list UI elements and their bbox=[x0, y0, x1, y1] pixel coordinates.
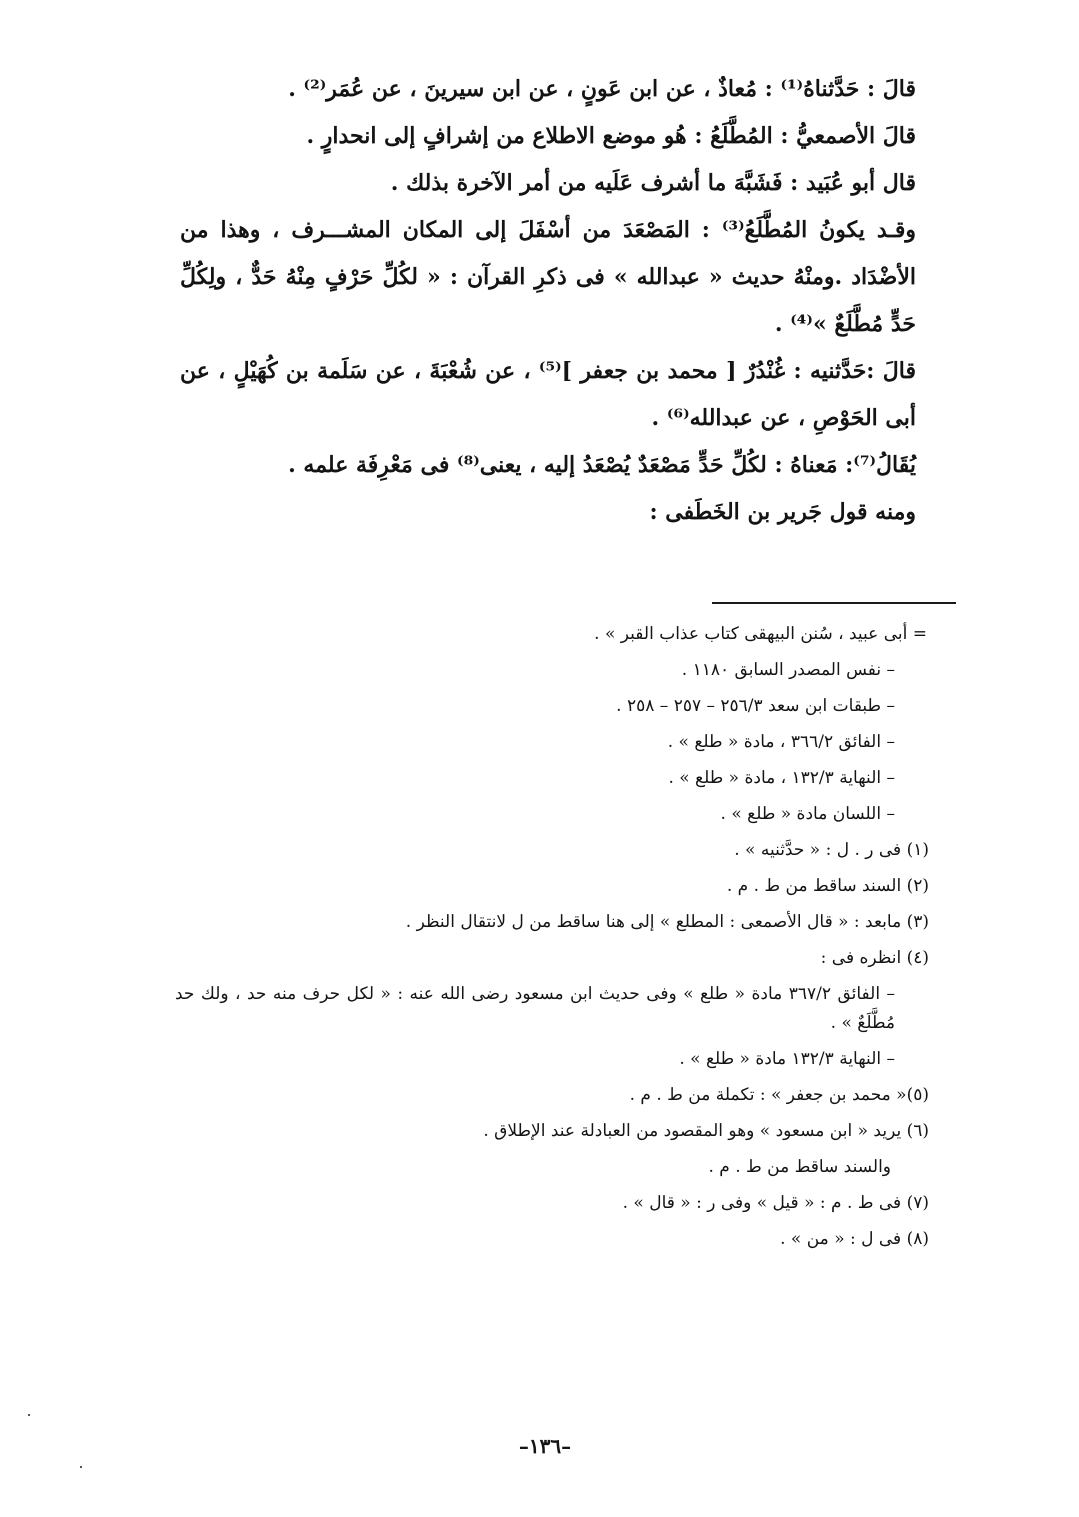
main-paragraph: قالَ :حَدَّثنيه : غُنْدُرٌ [ محمد بن جعفر ]⁽⁵⁾ ، عن شُعْبَةَ ، عن سَلَمة بن كُهَيْلٍ ، عن أبى الحَوْصِ ، عن عبدالله⁽⁶⁾ . bbox=[180, 358, 916, 431]
main-line: قالَ الأصمعيُّ : المُطَّلَعُ : هُو موضع الاطلاع من إشرافٍ إلى انحدارٍ . bbox=[306, 123, 916, 149]
footnote-line: (٢) السند ساقط من ط . م . bbox=[726, 876, 929, 896]
scan-speck bbox=[28, 1414, 30, 1416]
footnote-line: (٧) فى ط . م : « قيل » وفى ر : « قال » . bbox=[622, 1193, 929, 1213]
footnotes bbox=[175, 620, 951, 1261]
footnote-line: – نفس المصدر السابق ١١٨٠ . bbox=[681, 660, 895, 680]
footnote-line: (٦) يريد « ابن مسعود » وهو المقصود من العبادلة عند الإطلاق . bbox=[483, 1121, 929, 1141]
footnote-line: – اللسان مادة « طلع » . bbox=[720, 804, 895, 824]
footnote-line: – الفائق ٣٦٧/٢ مادة « طلع » وفى حديث ابن مسعود رضى الله عنه : « لكل حرف منه حد ، ولك حد مُطَّلَعٌ » . bbox=[175, 984, 895, 1033]
main-line: ومنه قول جَرير بن الخَطَفى : bbox=[649, 499, 916, 525]
footnote-line: (١) فى ر . ل : « حدَّثنيه » . bbox=[734, 840, 929, 860]
footnote-line: – طبقات ابن سعد ٢٥٦/٣ – ٢٥٧ – ٢٥٨ . bbox=[616, 696, 895, 716]
footnote-line: – النهاية ١٣٢/٣ مادة « طلع » . bbox=[679, 1049, 895, 1069]
footnote-separator bbox=[712, 602, 956, 604]
footnote-line: (٤) انظره فى : bbox=[820, 948, 929, 968]
page-number: –١٣٦– bbox=[518, 1434, 572, 1458]
footnote-line: (٥)« محمد بن جعفر » : تكملة من ط . م . bbox=[629, 1085, 929, 1105]
footnote-line: – النهاية ١٣٢/٣ ، مادة « طلع » . bbox=[668, 768, 895, 788]
footnote-line: (٣) مابعد : « قال الأصمعى : المطلع » إلى هنا ساقط من ل لانتقال النظر . bbox=[405, 912, 929, 932]
footnote-line: – الفائق ٣٦٦/٢ ، مادة « طلع » . bbox=[667, 732, 895, 752]
main-line: يُقَالُ⁽⁷⁾: مَعناهُ : لكُلِّ حَدٍّ مَصْعَدٌ يُصْعَدُ إليه ، يعنى⁽⁸⁾ فى مَعْرِفَة علمه . bbox=[288, 452, 916, 478]
footnote-line: (٨) فى ل : « من » . bbox=[780, 1229, 929, 1249]
main-text bbox=[180, 66, 954, 536]
footnote-line: = أبى عبيد ، سُنن البيهقى كتاب عذاب القبر » . bbox=[594, 624, 927, 644]
scan-speck bbox=[80, 1466, 82, 1468]
main-line: قال أبو عُبَيد : فَشَبَّهَ ما أشرف عَلَيه من أمر الآخرة بذلك . bbox=[390, 170, 916, 196]
main-line: قالَ : حَدَّثناهُ⁽¹⁾ : مُعاذٌ ، عن ابن عَونٍ ، عن ابن سيرينَ ، عن عُمَر⁽²⁾ . bbox=[288, 76, 916, 102]
main-paragraph: وقـد يكونُ المُطَّلَعُ⁽³⁾ : المَصْعَدَ من أسْفَلَ إلى المكان المشـــرف ، وهذا من الأضْدَاد .ومنْهُ حديث « عبدالله » فى ذكرِ القرآن : « لكُلِّ حَرْفٍ مِنْهُ حَدٌّ ، ولِكُلِّ حَدٍّ مُطَّلَعٌ »⁽⁴⁾ . bbox=[180, 217, 917, 337]
footnote-line: والسند ساقط من ط . م . bbox=[708, 1157, 891, 1177]
